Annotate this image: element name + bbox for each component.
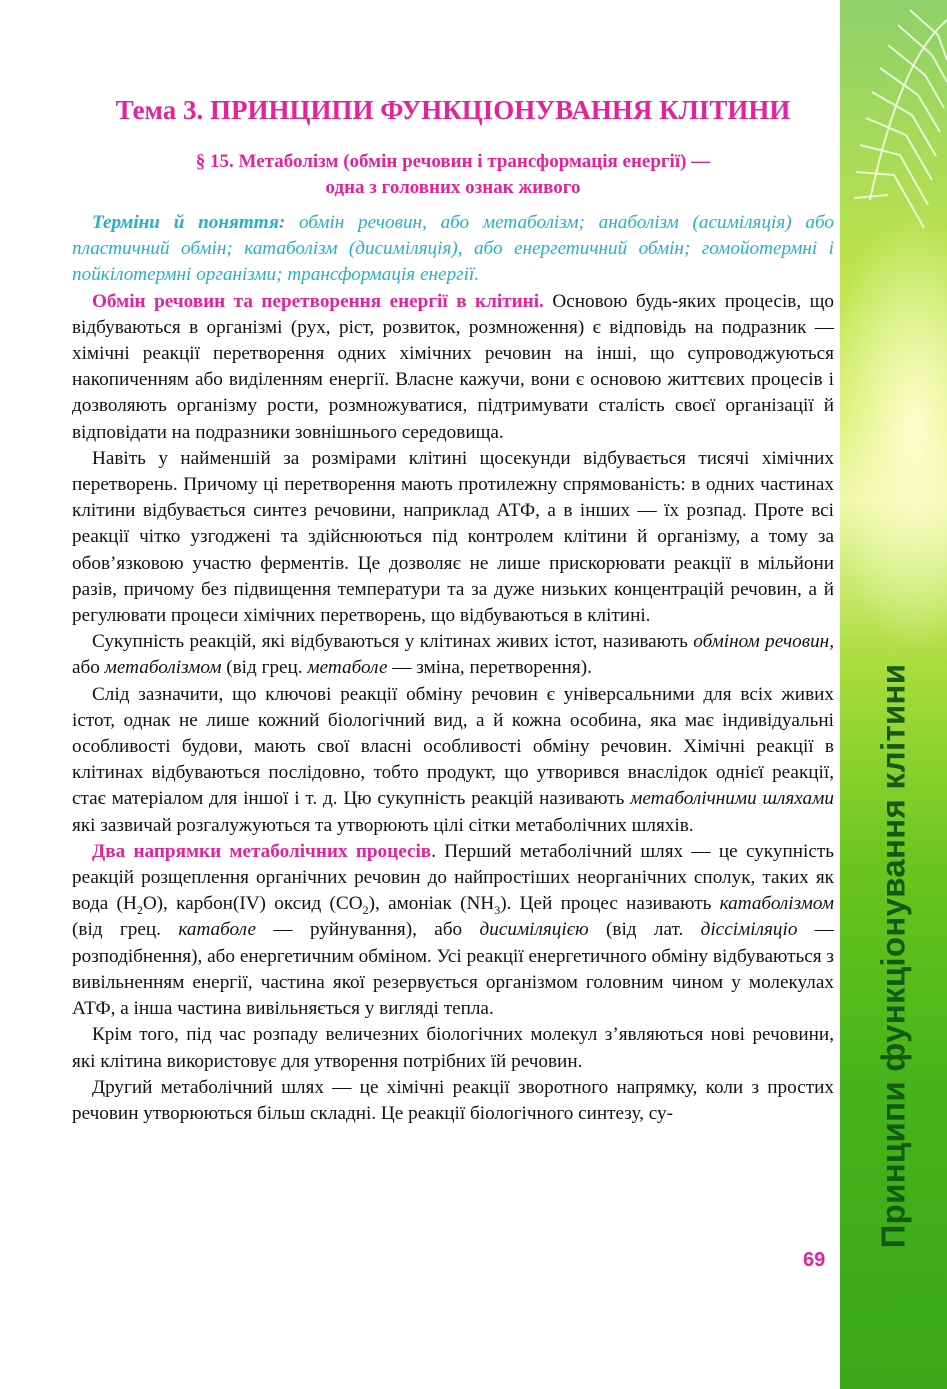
text-run: які зазвичай розгалужуються та утворюють цілі сітки метаболічних шляхів. [72,814,694,836]
paragraph-new-substances: Крім того, під час розпаду величезних біологічних молекул з’являються нові речовини, які клітина використовує для утворення потрібних їй речовин. [72,1024,834,1072]
paragraph-metabolic-pathways [72,682,834,839]
paragraph-heading: Два напрямки метаболічних процесів [92,840,432,862]
term-italic: обміном речовин, [693,631,834,653]
subscript: 3 [494,903,501,918]
text-run: ), амоніак (NH [368,893,495,915]
term-italic: метаболе [307,657,388,679]
paragraph-catabolism [72,839,834,1022]
term-italic: катаболе [178,919,257,941]
paragraph-metabolism-definition [72,629,834,681]
section-title-line2: одна з головних ознак живого [325,177,581,198]
paragraph-anabolism: Другий метаболічний шлях — це хімічні реакції зворотного напрямку, коли з простих речовин утворюються більш складні. Це реакції біологічного синтезу, су- [72,1076,834,1124]
text-run: Сукупність реакцій, які відбуваються у клітинах живих істот, називають [92,631,694,653]
paragraph-metabolism-intro [72,289,834,446]
decorative-side-band [840,0,947,1389]
term-italic: метаболічними шляхами [630,788,834,810]
text-run: (від грец. [72,919,179,941]
text-run: — руйнування), або [256,919,480,941]
side-chapter-title: Принципи функціонування клітини [874,663,911,1249]
body-text [72,210,834,1127]
section-title [72,149,834,201]
text-run: — зміна, перетворення). [387,657,592,679]
terms-text: обмін речовин, або метаболізм; анаболізм (асиміляція) або пластичний обмін; катаболізм (дисиміляція), або енергетичний обмін; гомойотермні і пойкілотермні організми; трансформація енергії. [72,212,834,286]
text-run: (від грец. [221,657,308,679]
section-title-line1: § 15. Метаболізм (обмін речовин і трансформація енергії) — [195,151,711,172]
text-run: . Перший метаболічний шлях — це сукупність реакцій розщеплення органічних речовин до найпростіших неорганічних сполук, таких як вода (H [72,840,834,915]
text-run: O), карбон(IV) оксид (CO [142,893,363,915]
text-run: Слід зазначити, що ключові реакції обміну речовин є універсальними для всіх живих істот, однак не лише кожний біологічний вид, а й кожна особина, яка має індивідуальні особливості будови, мають свої власні особливості обміну речовин. Хімічні реакції в клітинах відбуваються послідовно, тобто продукт, що утворився внаслідок однієї реакції, стає матеріалом для іншої і т. д. Цю сукупність реакцій називають [72,683,834,810]
term-italic: метаболізмом [104,657,222,679]
terms-paragraph [72,210,834,289]
text-run: або [72,657,105,679]
text-run: (від лат. [588,919,701,941]
topic-title: Тема 3. ПРИНЦИПИ ФУНКЦІОНУВАННЯ КЛІТИНИ [115,95,791,125]
paragraph-heading: Обмін речовин та перетворення енергії в клітині. [92,290,544,312]
term-italic: дисиміляцією [479,919,589,941]
paragraph-cell-reactions: Навіть у найменшій за розмірами клітині щосекунди відбувається тисячі хімічних перетворень. Причому ці перетворення мають протилежну спрямованість: в одних частинах клітини відбувається синтез речовини, наприклад АТФ, а в інших — їх розпад. Проте всі реакції чітко узгоджені та здійснюються під контролем клітини й організму, а тому за обов’язковою участю ферментів. Це дозволяє не лише прискорювати реакції в мільйони разів, причому без підвищення температури та за дуже низьких концентрацій речовин, а й регулювати процеси хімічних перетворень, що відбуваються в клітині. [72,447,834,627]
subscript: 2 [362,903,369,918]
term-italic: діссіміляціо [700,919,798,941]
text-run: — розподібнення), або енергетичним обміном. Усі реакції енергетичного обміну відбуваються з вивільненням енергії, частина якої резервується організмом головним чином у молекулах АТФ, а інша частина вивільняється у вигляді тепла. [72,919,834,1020]
page-number: 69 [803,1249,826,1271]
text-run: ). Цей процес називають [500,893,720,915]
paragraph-text: Основою будь-яких процесів, що відбуваються в організмі (рух, ріст, розвиток, розмноження) є відповідь на подразник — хімічні реакції перетворення одних хімічних речовин на інші, що супроводжуються накопиченням або виділенням енергії. Власне кажучи, вони є основою життєвих процесів і дозволяють організму рости, розмножуватися, підтримувати сталість своєї організації й відповідати на подразники зовнішнього середовища. [72,290,834,443]
term-italic: катаболізмом [719,893,834,915]
fern-leaf-decoration [840,0,947,330]
terms-label: Терміни й поняття: [92,212,286,233]
subscript: 2 [136,903,143,918]
